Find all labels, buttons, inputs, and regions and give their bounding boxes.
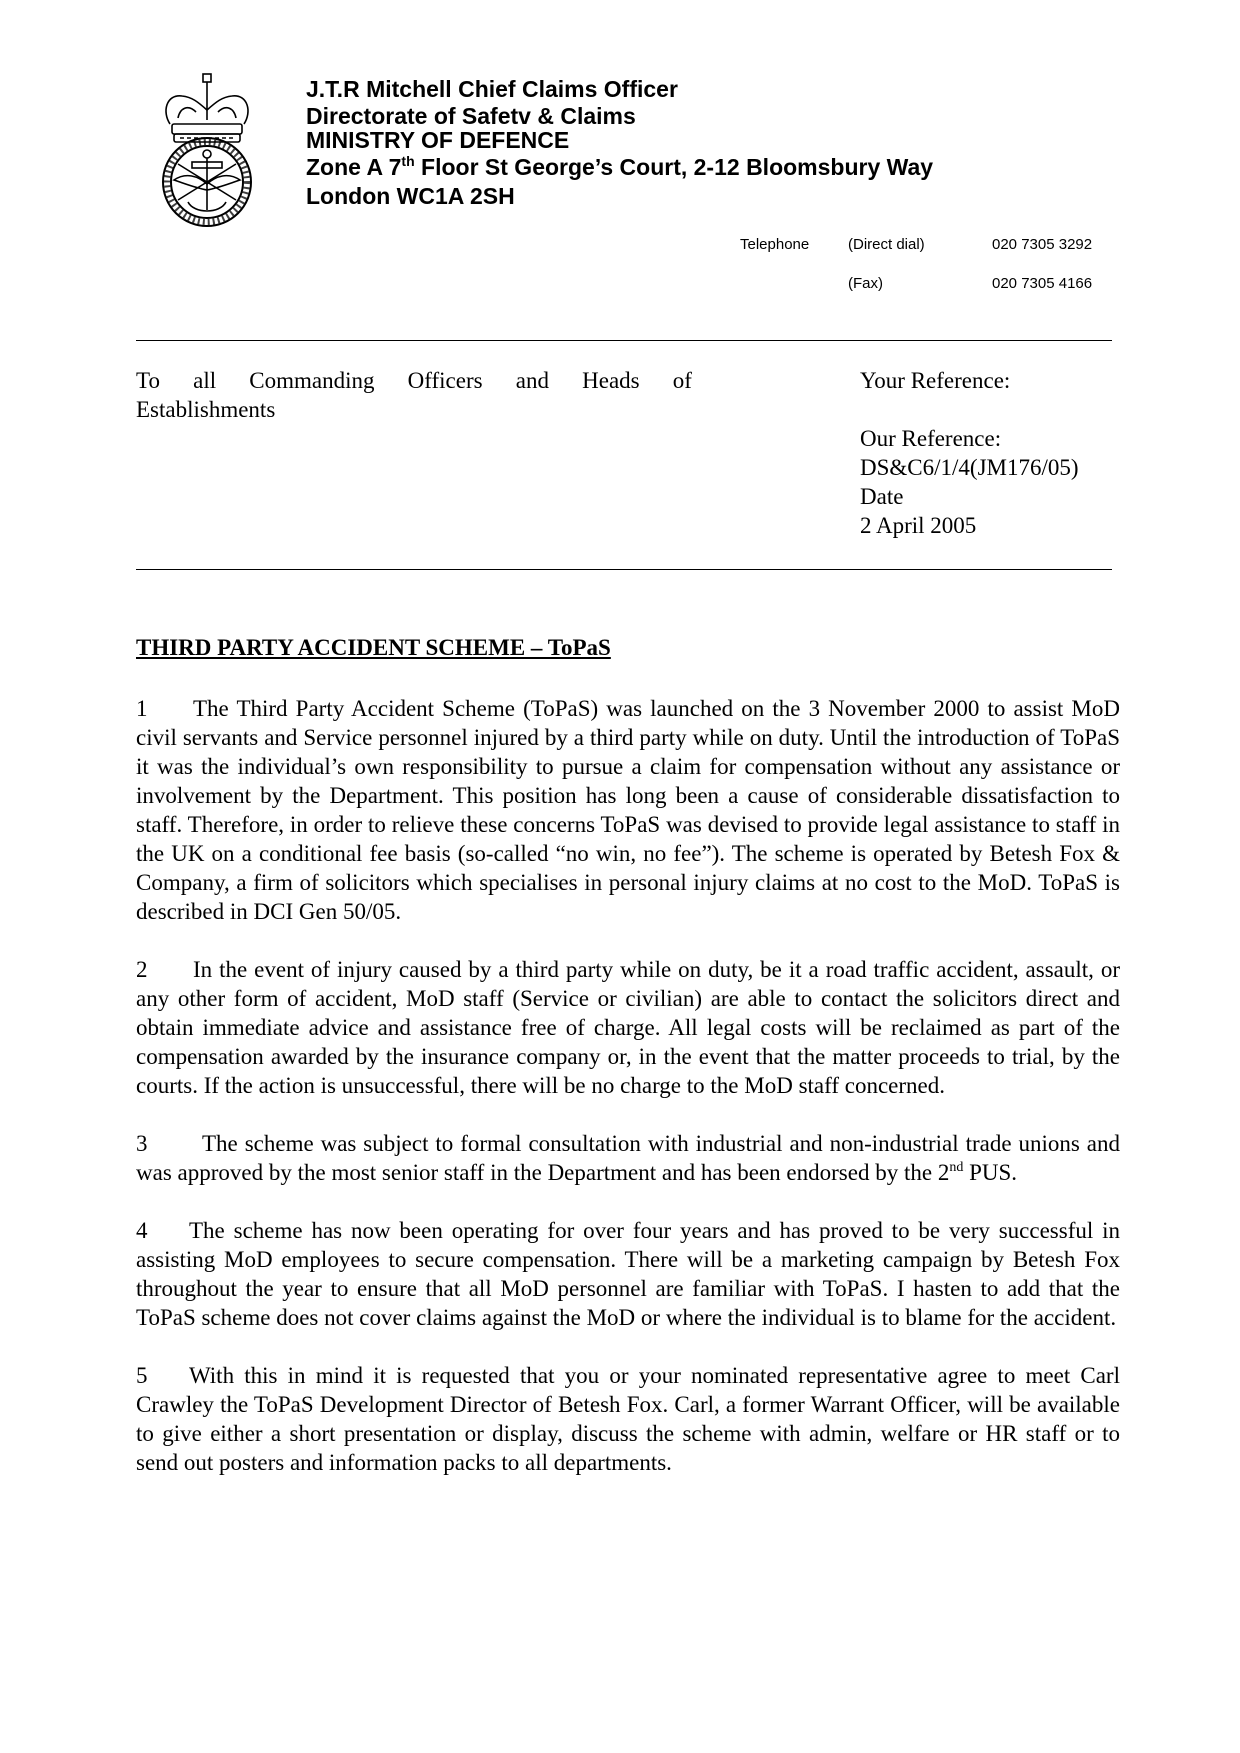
address-line-1 xyxy=(306,154,933,181)
directorate: Directorate of Safetv & Claims xyxy=(306,103,636,129)
ministry-of-defence-crest-icon xyxy=(148,72,266,227)
tail-text: PUS. xyxy=(963,1160,1018,1185)
addressee-line-2: Establishments xyxy=(136,397,276,422)
paragraph-4 xyxy=(136,1216,1120,1332)
reference-divider xyxy=(136,569,1112,570)
addressee-word: of xyxy=(672,368,692,393)
direct-dial-label: (Direct dial) xyxy=(848,236,925,253)
telephone-label: Telephone xyxy=(740,236,810,253)
paragraph-number: 1 xyxy=(136,696,148,721)
paragraph-2 xyxy=(136,955,1120,1100)
paragraph-text: In the event of injury caused by a third party while on duty, be it a road traffic accident, assault, or any other form of accident, MoD staff (Service or civilian) are able to contact the solicitors direct and obtain immediate advice and assistance free of charge. All legal costs will be reclaimed as part of the compensation awarded by the insurance company or, in the event that the matter proceeds to trial, by the courts. If the action is unsuccessful, there will be no charge to the MoD staff concerned. xyxy=(136,957,1120,1098)
paragraph-number: 4 xyxy=(136,1218,148,1243)
addressee-word: Commanding xyxy=(249,368,375,393)
addressee-word: To xyxy=(136,368,160,393)
fax-number: 020 7305 4166 xyxy=(992,275,1093,292)
address-line-2: London WC1A 2SH xyxy=(306,183,515,209)
tail-ordinal: nd xyxy=(949,1160,964,1175)
addressee-line-1 xyxy=(136,366,692,395)
paragraph-tail xyxy=(938,1160,1017,1185)
date-value: 2 April 2005 xyxy=(860,513,977,538)
address-zone: Zone A 7 xyxy=(306,154,402,180)
your-reference-label: Your Reference: xyxy=(860,368,1011,393)
paragraph-number: 2 xyxy=(136,957,148,982)
letter-title: THIRD PARTY ACCIDENT SCHEME – ToPaS xyxy=(136,635,611,660)
letter-body xyxy=(136,694,1120,1506)
our-reference-label: Our Reference: xyxy=(860,426,1002,451)
direct-dial-number: 020 7305 3292 xyxy=(992,236,1093,253)
paragraph-5 xyxy=(136,1361,1120,1477)
tail-number: 2 xyxy=(937,1160,950,1185)
ministry: MINISTRY OF DEFENCE xyxy=(306,127,570,153)
paragraph-3 xyxy=(136,1129,1120,1187)
date-label: Date xyxy=(860,484,904,509)
paragraph-text: The Third Party Accident Scheme (ToPaS) was launched on the 3 November 2000 to assist MoD civil servants and Service personnel injured by a third party while on duty. Until the introduction of ToPaS it was the individual’s own responsibility to pursue a claim for compensation without any assistance or involvement by the Department. This position has long been a cause of considerable dissatisfaction to staff. Therefore, in order to relieve these concerns ToPaS was devised to provide legal assistance to staff in the UK on a conditional fee basis (so-called “no win, no fee”). The scheme is operated by Betesh Fox & Company, a firm of solicitors which specialises in personal injury claims at no cost to the MoD. ToPaS is described in DCI Gen 50/05. xyxy=(136,696,1120,924)
addressee-word: all xyxy=(193,368,217,393)
addressee-word: Heads xyxy=(582,368,640,393)
addressee-word: Officers xyxy=(407,368,483,393)
fax-label: (Fax) xyxy=(848,275,883,292)
addressee xyxy=(136,366,692,424)
paragraph-number: 3 xyxy=(136,1131,148,1156)
paragraph-text: The scheme has now been operating for over four years and has proved to be very successful in assisting MoD employees to secure compensation. There will be a marketing campaign by Betesh Fox throughout the year to ensure that all MoD personnel are familiar with ToPaS. I hasten to add that the ToPaS scheme does not cover claims against the MoD or where the individual is to blame for the accident. xyxy=(136,1218,1120,1330)
header-divider xyxy=(136,340,1112,341)
address-street: Floor St George’s Court, 2-12 Bloomsbury Way xyxy=(414,154,934,180)
address-floor-suffix: th xyxy=(401,153,415,169)
paragraph-text: With this in mind it is requested that you or your nominated representative agree to meet Carl Crawley the ToPaS Development Director of Betesh Fox. Carl, a former Warrant Officer, will be available to give either a short presentation or display, discuss the scheme with admin, welfare or HR staff or to send out posters and information packs to all departments. xyxy=(136,1363,1120,1475)
letterhead xyxy=(306,76,933,210)
addressee-word: and xyxy=(515,368,549,393)
reference-block xyxy=(860,366,1079,540)
paragraph-number: 5 xyxy=(136,1363,148,1388)
sender-name: J.T.R Mitchell Chief Claims Officer xyxy=(306,76,678,102)
our-reference-value: DS&C6/1/4(JM176/05) xyxy=(860,455,1079,480)
paragraph-text: The scheme was subject to formal consultation with industrial and non-industrial trade unions and was approved by the most senior staff in the Department and has been endorsed by the xyxy=(136,1131,1120,1185)
paragraph-1 xyxy=(136,694,1120,926)
